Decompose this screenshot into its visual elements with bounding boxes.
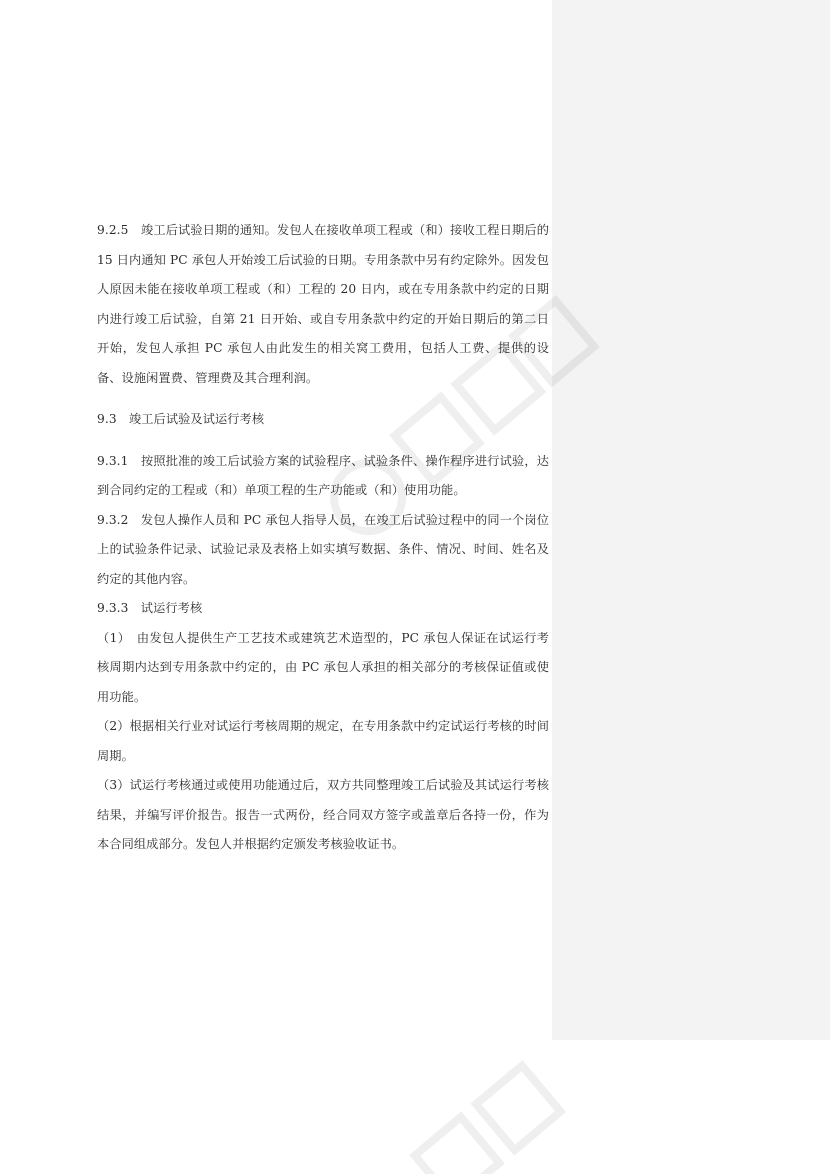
side-panel — [552, 0, 830, 1040]
item-2: （2）根据相关行业对试运行考核周期的规定，在专用条款中约定试运行考核的时间周期。 — [97, 719, 549, 763]
section-9-3-3-heading: 9.3.3 试运行考核 — [97, 601, 203, 615]
section-9-2-5: 9.2.5 竣工后试验日期的通知。发包人在接收单项工程或（和）接收工程日期后的 15 日内通知 PC 承包人开始竣工后试验的日期。专用条款中另有约定除外。因发包人原因未能在接收单项工程或（和）工程的 20 日内，或在专用条款中约定的日期内进行竣工后试验，自第 21 日开始、或自专用条款中约定的开始日期后的第二日开始，发包人承担 PC 承包人由此发生的相关窝工费用，包括人工费、提供的设备、设施闲置费、管理费及其合理利润。 — [97, 223, 549, 385]
item-1: （1） 由发包人提供生产工艺技术或建筑艺术造型的，PC 承包人保证在试运行考核周期内达到专用条款中约定的，由 PC 承包人承担的相关部分的考核保证值或使用功能。 — [97, 630, 549, 704]
item-3: （3）试运行考核通过或使用功能通过后，双方共同整理竣工后试验及其试运行考核结果，并编写评价报告。报告一式两份，经合同双方签字或盖章后各持一份，作为本合同组成部分。发包人并根据约定颁发考核验收证书。 — [97, 778, 549, 851]
section-9-3-heading: 9.3 竣工后试验及试运行考核 — [97, 412, 265, 426]
document-body — [97, 216, 549, 860]
section-9-3-1: 9.3.1 按照批准的竣工后试验方案的试验程序、试验条件、操作程序进行试验，达到合同约定的工程或（和）单项工程的生产功能或（和）使用功能。 — [97, 453, 549, 497]
section-9-3-2: 9.3.2 发包人操作人员和 PC 承包人指导人员，在竣工后试验过程中的同一个岗位上的试验条件记录、试验记录及表格上如实填写数据、条件、情况、时间、姓名及约定的其他内容。 — [97, 512, 549, 586]
